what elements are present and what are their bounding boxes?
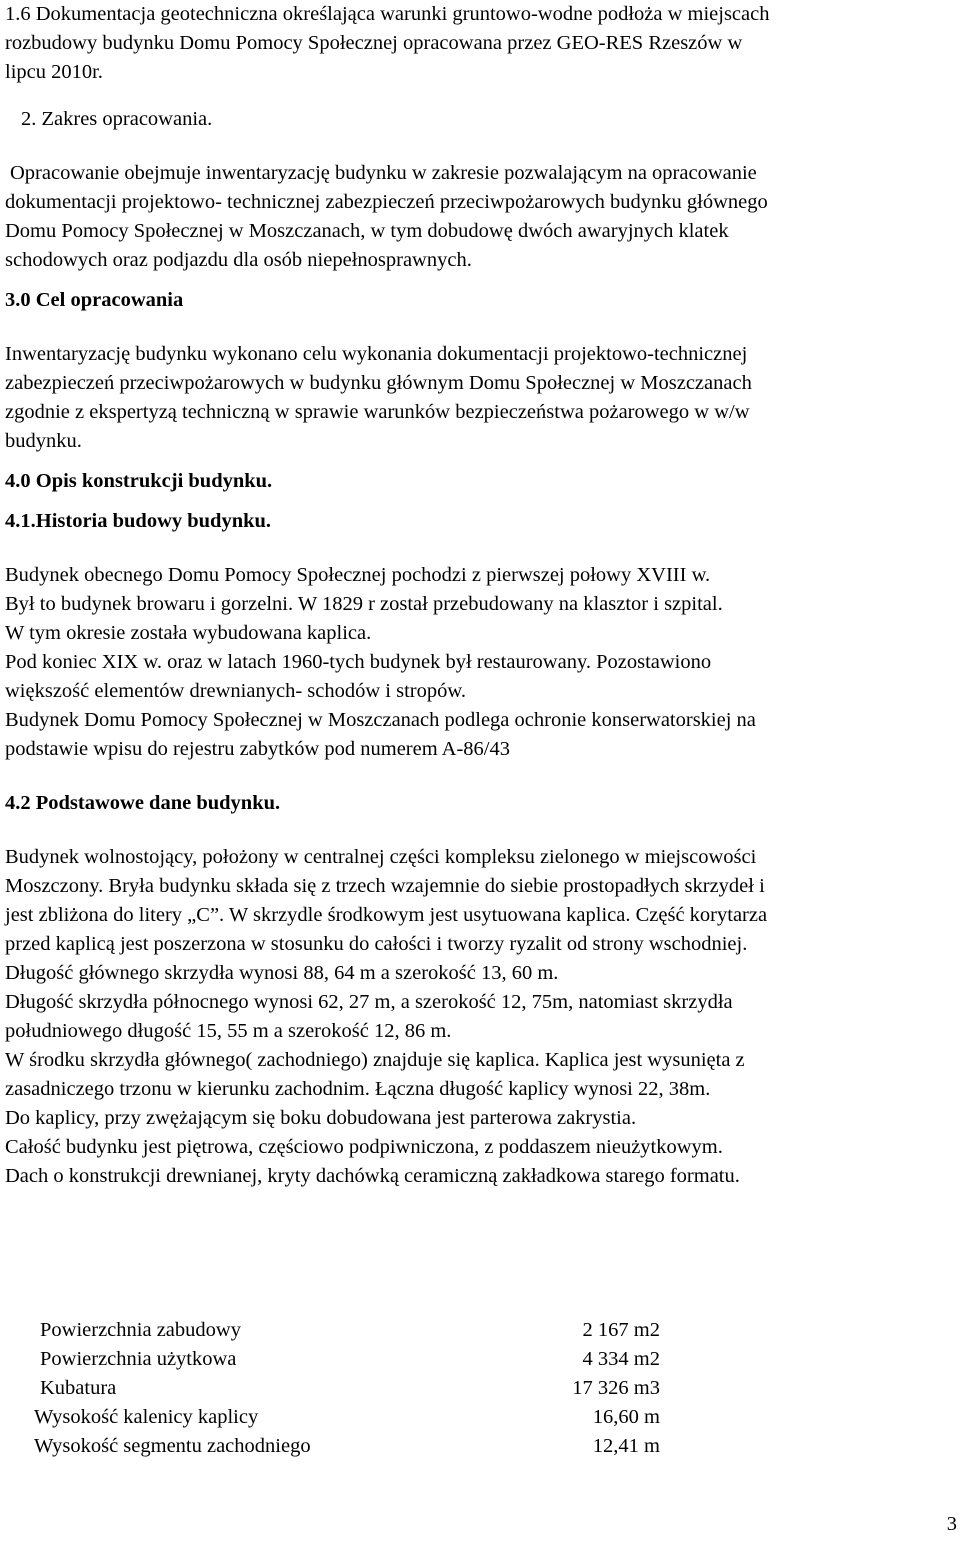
section-4-heading: 4.0 Opis konstrukcji budynku.	[5, 470, 273, 492]
section-2-heading: 2. Zakres opracowania.	[21, 108, 213, 130]
stats-label: Kubatura	[40, 1377, 117, 1399]
stats-label: Wysokość segmentu zachodniego	[34, 1435, 311, 1457]
item-1-6	[5, 0, 955, 87]
text-line: południowego długość 15, 55 m a szerokość 12, 86 m.	[5, 1020, 452, 1042]
section-3-heading: 3.0 Cel opracowania	[5, 289, 184, 311]
text-line: Pod koniec XIX w. oraz w latach 1960-tych budynek był restaurowany. Pozostawiono	[5, 651, 712, 673]
section-4-2-body	[5, 843, 955, 1191]
text-line: Budynek Domu Pomocy Społecznej w Moszczanach podlega ochronie konserwatorskiej na	[5, 709, 756, 731]
stats-value: 4 334 m2	[582, 1348, 660, 1370]
text-line: Długość skrzydła północnego wynosi 62, 27 m, a szerokość 12, 75m, natomiast skrzydła	[5, 991, 733, 1013]
stats-label: Powierzchnia użytkowa	[40, 1348, 237, 1370]
text-line: schodowych oraz podjazdu dla osób niepełnosprawnych.	[5, 249, 472, 271]
text-line: zabezpieczeń przeciwpożarowych w budynku głównym Domu Społecznej w Moszczanach	[5, 372, 752, 394]
section-2-body	[5, 159, 955, 275]
stats-row	[30, 1403, 690, 1432]
stats-value: 16,60 m	[592, 1406, 660, 1428]
text-line: jest zbliżona do litery „C”. W skrzydle środkowym jest usytuowana kaplica. Część korytarza	[5, 904, 768, 926]
stats-value: 17 326 m3	[572, 1377, 660, 1399]
stats-row	[30, 1432, 690, 1461]
document-page	[5, 0, 955, 1191]
section-4-1-heading: 4.1.Historia budowy budynku.	[5, 510, 272, 532]
text-line: Moszczony. Bryła budynku składa się z trzech wzajemnie do siebie prostopadłych skrzydeł i	[5, 875, 765, 897]
stats-row	[30, 1374, 690, 1403]
text-line: większość elementów drewnianych- schodów i stropów.	[5, 680, 466, 702]
text-line: przed kaplicą jest poszerzona w stosunku do całości i tworzy ryzalit od strony wschodniej.	[5, 933, 748, 955]
page-number: 3	[946, 1513, 957, 1535]
stats-label: Powierzchnia zabudowy	[40, 1319, 241, 1341]
text-line: Budynek wolnostojący, położony w centralnej części kompleksu zielonego w miejscowości	[5, 846, 757, 868]
building-stats-table	[30, 1316, 690, 1461]
text-line: Domu Pomocy Społecznej w Moszczanach, w tym dobudowę dwóch awaryjnych klatek	[5, 220, 729, 242]
text-line: Opracowanie obejmuje inwentaryzację budynku w zakresie pozwalającym na opracowanie	[10, 162, 757, 184]
text-line: podstawie wpisu do rejestru zabytków pod numerem A-86/43	[5, 738, 511, 760]
text-line: Dach o konstrukcji drewnianej, kryty dachówką ceramiczną zakładkowa starego formatu.	[5, 1165, 740, 1187]
text-line: 1.6 Dokumentacja geotechniczna określająca warunki gruntowo-wodne podłoża w miejscach	[5, 3, 770, 25]
text-line: budynku.	[5, 430, 82, 452]
text-line: Był to budynek browaru i gorzelni. W 1829 r został przebudowany na klasztor i szpital.	[5, 593, 723, 615]
stats-value: 12,41 m	[592, 1435, 660, 1457]
stats-label: Wysokość kalenicy kaplicy	[34, 1406, 259, 1428]
text-line: Budynek obecnego Domu Pomocy Społecznej pochodzi z pierwszej połowy XVIII w.	[5, 564, 711, 586]
text-line: zasadniczego trzonu w kierunku zachodnim. Łączna długość kaplicy wynosi 22, 38m.	[5, 1078, 711, 1100]
text-line: Inwentaryzację budynku wykonano celu wykonania dokumentacji projektowo-technicznej	[5, 343, 748, 365]
text-line: W tym okresie została wybudowana kaplica.	[5, 622, 372, 644]
section-4-2-heading: 4.2 Podstawowe dane budynku.	[5, 792, 281, 814]
text-line: W środku skrzydła głównego( zachodniego) znajduje się kaplica. Kaplica jest wysunięta z	[5, 1049, 745, 1071]
text-line: Do kaplicy, przy zwężającym się boku dobudowana jest parterowa zakrystia.	[5, 1107, 637, 1129]
text-line: rozbudowy budynku Domu Pomocy Społecznej opracowana przez GEO-RES Rzeszów w	[5, 32, 743, 54]
stats-row	[30, 1345, 690, 1374]
text-line: lipcu 2010r.	[5, 61, 103, 83]
section-4-1-body	[5, 561, 955, 764]
text-line: Długość głównego skrzydła wynosi 88, 64 m a szerokość 13, 60 m.	[5, 962, 559, 984]
section-3-body	[5, 340, 955, 456]
text-line: dokumentacji projektowo- technicznej zabezpieczeń przeciwpożarowych budynku głównego	[5, 191, 768, 213]
stats-row	[30, 1316, 690, 1345]
text-line: zgodnie z ekspertyzą techniczną w sprawie warunków bezpieczeństwa pożarowego w w/w	[5, 401, 750, 423]
text-line: Całość budynku jest piętrowa, częściowo podpiwniczona, z poddaszem nieużytkowym.	[5, 1136, 723, 1158]
stats-value: 2 167 m2	[582, 1319, 660, 1341]
